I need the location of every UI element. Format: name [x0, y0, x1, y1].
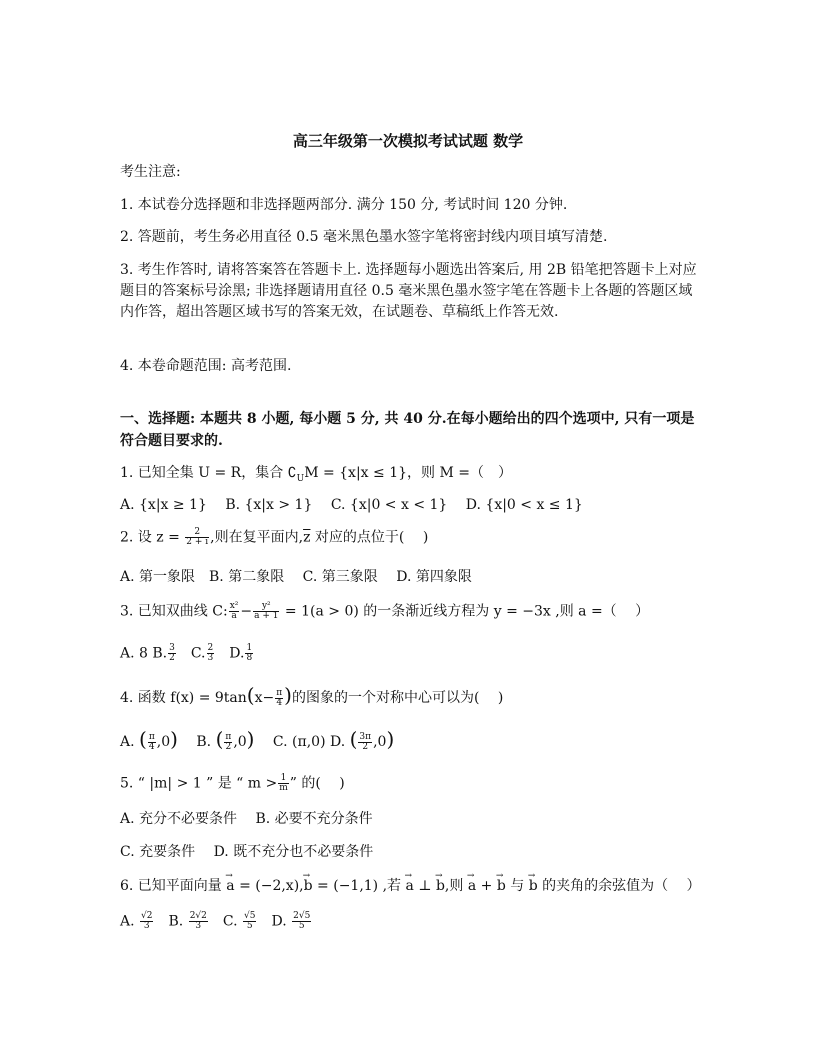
q1-stem-b: M = {x|x ≤ 1}，则 M =（ ） [304, 465, 512, 481]
q3-stem-b: = 1(a > 0) 的一条渐近线方程为 y = −3x ,则 a =（ ） [284, 603, 650, 620]
q5-stem-b: ” 的( ) [289, 775, 345, 792]
q4-stem-b: 的图象的一个对称中心可以为( ) [291, 690, 504, 706]
q2-stem-c: 对应的点位于( ) [314, 529, 429, 546]
q2-stem-a: 2. 设 z = [120, 529, 180, 546]
question-6: 6. 已知平面向量 → a = (−2,x),→ b = (−1,1) ,若 → a ⊥ → b,则 → a + → b 与 → b 的夹角的余弦值为（ ） [120, 877, 701, 895]
q2-fraction: $\frac{2}{2 + i}$ [186, 527, 209, 547]
question-3-options: A. 8 B. $\frac{3}{2}$ C. $\frac{2}{3}$ D. $\frac{1}{8}$ [120, 643, 253, 663]
question-2 [120, 528, 428, 547]
notice-item-4: 4. 本卷命题范围: 高考范围. [120, 358, 292, 374]
question-5: 5. “ |m| > 1 ” 是 “ m > $\frac{1}{m}$ ” 的( ) [120, 773, 345, 793]
page-title: 高三年级第一次模拟考试试题 数学 [292, 132, 524, 150]
notice-heading: 考生注意: [120, 164, 181, 180]
notice-item-3: 3. 考生作答时, 请将答案答在答题卡上. 选择题每小题选出答案后, 用 2B 铅笔把答题卡上对应题目的答案标号涂黑; 非选择题请用直径 0.5 毫米黑色墨水签字笔在答题卡上各题的答题区域内作答，超出答题区域书写的答案无效，在试题卷、草稿纸上作答无效. [120, 262, 697, 320]
notice-item-2: 2. 答题前，考生务必用直径 0.5 毫米黑色墨水签字笔将密封线内项目填写清楚. [120, 229, 608, 245]
q3-fraction-2: $\frac{\text{y²}}{a + 1}$ [254, 601, 279, 621]
question-4-options: A. ( $\frac{\pi}{4}$ ,0) B. ( $\frac{\pi}{2}$ ,0) C. (π,0) D. ( $\frac{3\pi}{2}$ ,0) [120, 727, 395, 752]
vector-b: → b [304, 877, 313, 895]
question-1 [120, 464, 512, 488]
q3-fraction-1: $\frac{\text{x²}}{a}$ [229, 601, 239, 621]
q2-zbar: $\overline{z}$ [303, 529, 311, 546]
section-heading: 一、选择题: 本题共 8 小题, 每小题 5 分, 共 40 分.在每小题给出的四个选项中, 只有一项是符合题目要求的. [120, 411, 695, 449]
question-2-options: A. 第一象限 B. 第二象限 C. 第三象限 D. 第四象限 [120, 569, 472, 585]
q1-stem-a: 1. 已知全集 U = R，集合 ∁ [120, 465, 297, 481]
q5-stem-a: 5. “ |m| > 1 ” 是 “ m > [120, 775, 278, 792]
question-3: 3. 已知双曲线 C: $\frac{\text{x²}}{a}$ − $\frac{\text{y²}}{a + 1}$ = 1(a > 0) 的一条渐近线方程为 y = −3x ,则 a =（ ） [120, 601, 650, 621]
vector-a: → a [226, 877, 234, 895]
question-4: 4. 函数 f(x) = 9tan(x− $\frac{\pi}{4}$ )的图象的一个对称中心可以为( ) [120, 683, 504, 708]
q6-stem-a: 6. 已知平面向量 [120, 878, 222, 894]
question-5-options-2: C. 充要条件 D. 既不充分也不必要条件 [120, 844, 374, 860]
question-1-options: A. {x|x ≥ 1} B. {x|x > 1} C. {x|0 < x < 1} D. {x|0 < x ≤ 1} [120, 497, 583, 513]
question-5-options-1: A. 充分不必要条件 B. 必要不充分条件 [120, 811, 373, 827]
notice-item-1: 1. 本试卷分选择题和非选择题两部分. 满分 150 分, 考试时间 120 分钟. [120, 197, 568, 213]
question-6-options: A. $\frac{√2}{3}$ B. $\frac{2√2}{3}$ C. $\frac{√5}{5}$ D. $\frac{2√5}{5}$ [120, 911, 311, 931]
q3-stem-a: 3. 已知双曲线 C: [120, 603, 228, 620]
q1-subscript: U [296, 473, 305, 484]
q4-stem-a: 4. 函数 f(x) = 9tan [120, 690, 247, 706]
q2-stem-b: ,则在复平面内, [210, 529, 304, 546]
